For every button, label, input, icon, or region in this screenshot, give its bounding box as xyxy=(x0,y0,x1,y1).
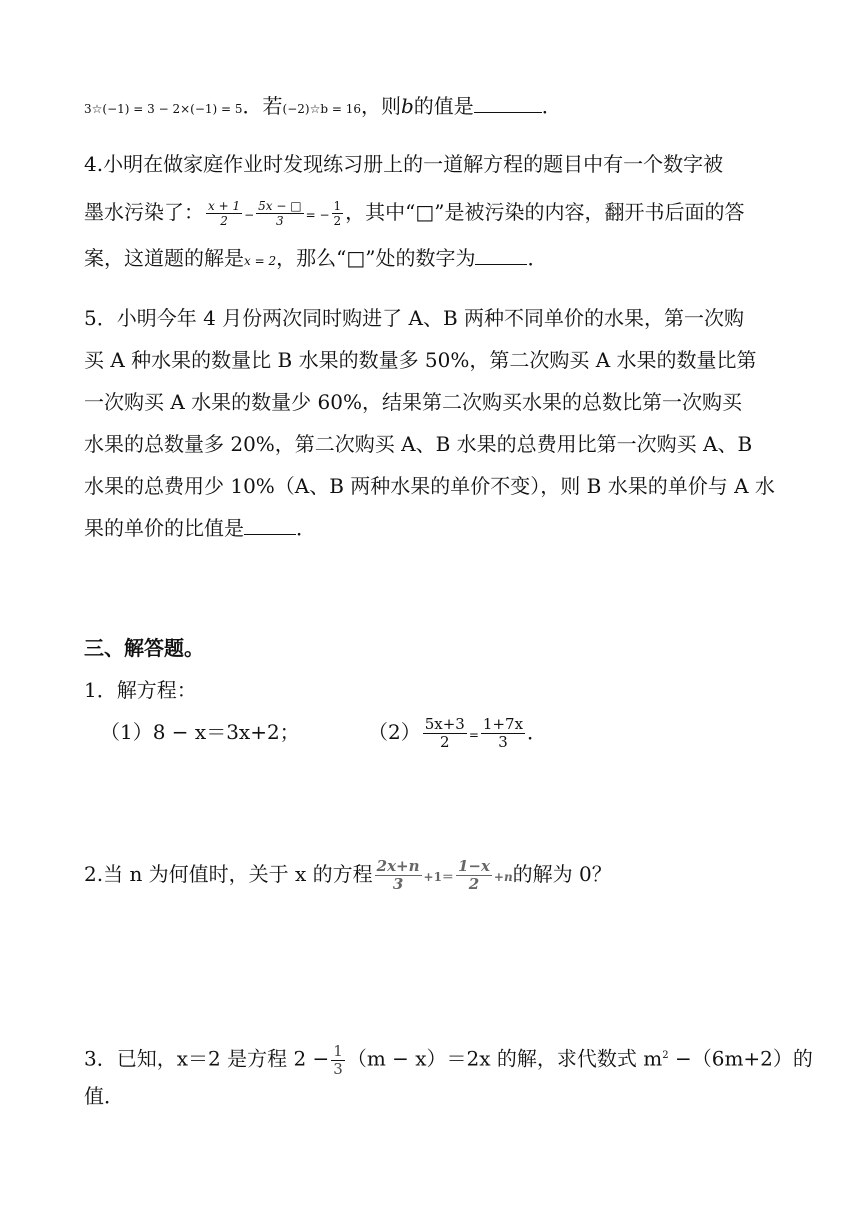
q3-formula: 3☆(−1) = 3 − 2×(−1) = 5 xyxy=(84,102,243,116)
q4-answer-blank[interactable] xyxy=(475,244,527,265)
q5-line2: 买 A 种水果的数量比 B 水果的数量多 50%，第二次购买 A 水果的数量比第 xyxy=(84,348,757,372)
q4-fraction-1: $\frac{x + 1}{2}$ xyxy=(208,199,241,228)
q4-line2 xyxy=(84,198,745,229)
q4-fraction-3: $\frac{1}{2}$ xyxy=(333,199,342,228)
q3-var: b xyxy=(400,94,414,118)
s3-line1 xyxy=(84,1042,813,1078)
q4-minus: − xyxy=(244,208,255,222)
q5-line4: 水果的总数量多 20%，第二次购买 A、B 水果的总费用比第一次购买 A、B xyxy=(84,432,753,456)
s3-post: −（6m+2）的 xyxy=(668,1046,813,1071)
q3-tail-line xyxy=(84,92,562,123)
q4-line1: 4.小明在做家庭作业时发现练习册上的一道解方程的题目中有一个数字被 xyxy=(84,152,724,176)
q3-text2: ，则 xyxy=(360,94,401,118)
s2-tail: +n xyxy=(493,870,513,884)
q4-line3-pre: 案，这道题的解是 xyxy=(84,246,244,270)
q3-end: ． xyxy=(541,94,562,118)
s1-title: 1．解方程： xyxy=(84,678,197,702)
q4-line2-pre: 墨水污染了： xyxy=(84,200,204,224)
q4-end: ． xyxy=(527,246,548,270)
s1-fraction-right: $\frac{1+7x}{3}$ xyxy=(482,715,524,751)
s3-fraction: $\frac{1}{3}$ xyxy=(333,1041,343,1078)
q5-line5: 水果的总费用少 10%（A、B 两种水果的单价不变），则 B 水果的单价与 A 水 xyxy=(84,474,775,498)
s3-pre: 3．已知，x＝2 是方程 2 − xyxy=(84,1046,330,1071)
q4-line3-post: ，那么“□”处的数字为 xyxy=(276,246,476,270)
q5-answer-blank[interactable] xyxy=(244,514,296,535)
s3-line2: 值． xyxy=(84,1084,124,1108)
s3-mid: （m − x）＝2x 的解，求代数式 m xyxy=(346,1046,663,1071)
s2-post: 的解为 0？ xyxy=(512,862,612,886)
q4-solution: x = 2 xyxy=(244,254,277,268)
q5-end: ． xyxy=(296,516,316,540)
q5-last-pre: 果的单价的比值是 xyxy=(84,516,244,540)
q3-text3: 的值是 xyxy=(413,94,474,118)
q5-line6 xyxy=(84,514,316,542)
section-heading: 三、解答题。 xyxy=(84,636,204,660)
s1-part2-pre: （2） xyxy=(368,720,421,744)
s2-mid: +1＝ xyxy=(423,870,454,884)
q3-text1: ．若 xyxy=(242,94,283,118)
q4-equals: = − xyxy=(305,208,330,222)
s1-equals: = xyxy=(468,728,479,742)
q3-answer-blank[interactable] xyxy=(474,92,542,113)
s2-fraction-1: $\frac{2x+n}{3}$ xyxy=(376,857,420,893)
s3-exponent: 2 xyxy=(662,1050,669,1061)
s1-part2 xyxy=(368,716,547,751)
q4-fraction-2: $\frac{5x - □}{3}$ xyxy=(258,199,302,228)
s1-part1: （1）8 − x＝3x+2； xyxy=(100,720,300,744)
s2-line xyxy=(84,858,612,893)
s2-pre: 2.当 n 为何值时，关于 x 的方程 xyxy=(84,862,373,886)
s1-fraction-left: $\frac{5x+3}{2}$ xyxy=(424,715,465,751)
q4-line3 xyxy=(84,244,547,275)
q3-condition: (−2)☆b = 16 xyxy=(282,102,361,116)
q5-line3: 一次购买 A 水果的数量少 60%，结果第二次购买水果的总数比第一次购买 xyxy=(84,390,742,414)
s2-fraction-2: $\frac{1-x}{2}$ xyxy=(457,857,490,893)
s1-end: ． xyxy=(527,720,548,744)
q4-line2-post: ，其中“□”是被污染的内容，翻开书后面的答 xyxy=(345,200,745,224)
q5-line1: 5．小明今年 4 月份两次同时购进了 A、B 两种不同单价的水果，第一次购 xyxy=(84,306,745,330)
